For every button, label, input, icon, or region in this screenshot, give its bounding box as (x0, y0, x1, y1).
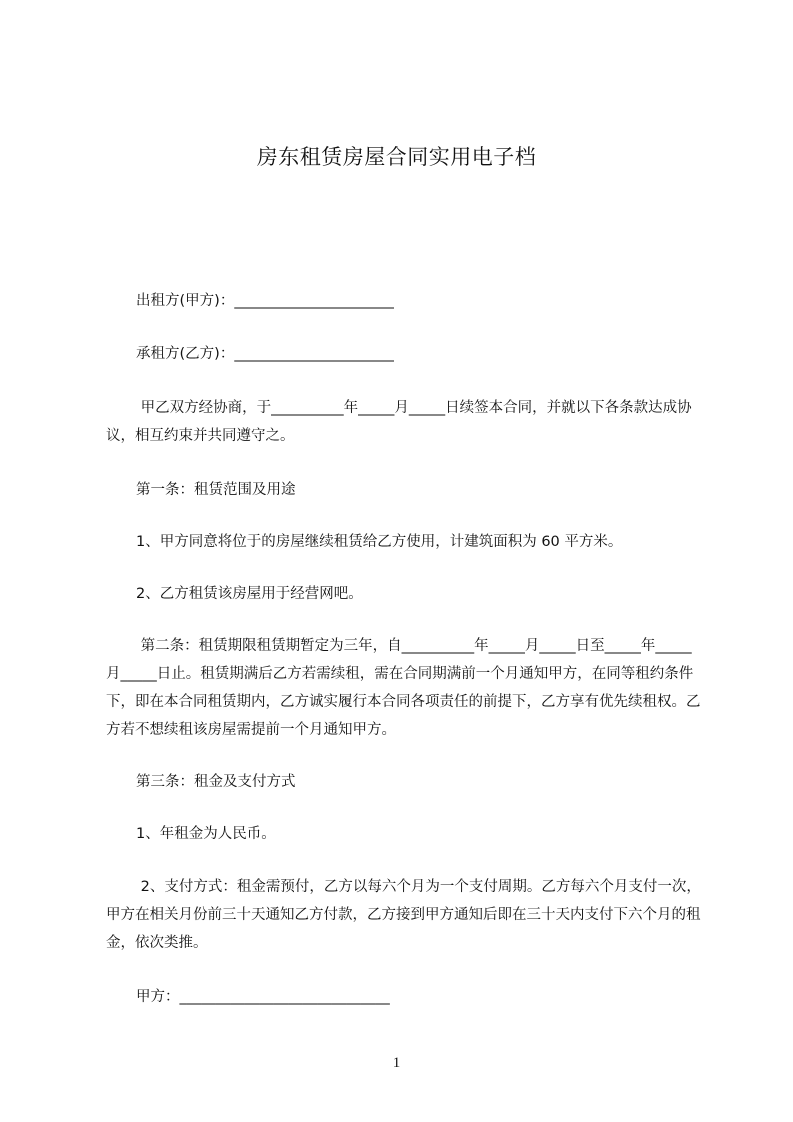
lessor-party-line: 出租方(甲方)：______________________ (136, 293, 394, 309)
article-3-clause-1: 1、年租金为人民币。 (136, 826, 276, 842)
article-1-clause-2: 2、乙方租赁该房屋用于经营网吧。 (136, 586, 363, 602)
party-a-signature-line: 甲方：_____________________________ (136, 989, 390, 1005)
page-number: 1 (392, 1055, 401, 1071)
agreement-intro-paragraph: 甲乙双方经协商，于__________年_____月_____日续签本合同，并就以下各条款达成协议，相互约束并共同遵守之。 (106, 400, 692, 444)
article-3-heading: 第三条：租金及支付方式 (136, 774, 296, 790)
lessee-party-line: 承租方(乙方)：______________________ (136, 346, 394, 362)
document-title: 房东租赁房屋合同实用电子档 (256, 145, 537, 169)
article-3-clause-2: 2、支付方式：租金需预付，乙方以每六个月为一个支付周期。乙方每六个月支付一次，甲方在相关月份前三十天通知乙方付款，乙方接到甲方通知后即在三十天内支付下六个月的租金，依次类推。 (106, 879, 701, 951)
article-2-paragraph: 第二条：租赁期限租赁期暂定为三年，自__________年_____月_____日至_____年_____月_____日止。租赁期满后乙方若需续租，需在合同期满前一个月通知甲方，在同等租约条件下，即在本合同租赁期内，乙方诚实履行本合同各项责任的前提下，乙方享有优先续租权。乙方若不想续租该房屋需提前一个月通知甲方。 (106, 638, 701, 738)
article-1-heading: 第一条：租赁范围及用途 (136, 482, 296, 498)
article-1-clause-1: 1、甲方同意将位于的房屋继续租赁给乙方使用，计建筑面积为 60 平方米。 (136, 534, 623, 550)
